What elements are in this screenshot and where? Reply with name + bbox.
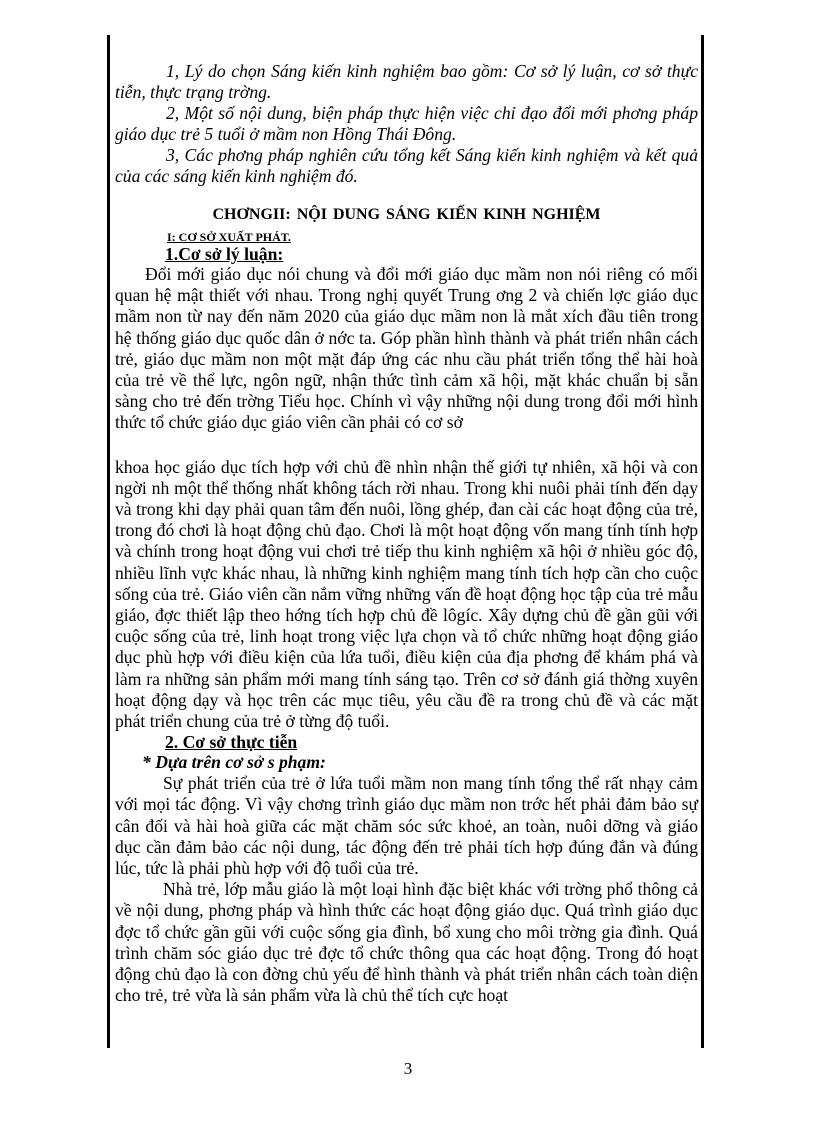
section-1-text [115,264,698,732]
subsection-italic-heading: * Dựa trên cơ sở s phạm: [142,752,326,773]
intro-list [115,61,698,187]
paragraph-3: Sự phát triển của trẻ ở lứa tuổi mầm non mang tính tổng thể rất nhạy cảm với mọi tác động. Vì vậy chơng trình giáo dục mầm non trớc hết phải đảm bảo sự cân đối và hài hoà giữa các mặt chăm sóc sức khoẻ, an toàn, nuôi dỡng và giáo dục cần đảm bảo các nội dung, tác động đến trẻ phải tích hợp đúng đắn và đúng lúc, tức là phải phù hợp với độ tuổi của trẻ. [115,773,698,879]
paragraph-4: Nhà trẻ, lớp mẫu giáo là một loại hình đặc biệt khác với trờng phổ thông cả về nội dung, phơng pháp và hình thức các hoạt động giáo dục. Quá trình giáo dục đợc tổ chức gần gũi với cuộc sống gia đình, bổ xung cho môi trờng gia đình. Quá trình chăm sóc giáo dục trẻ đợc tổ chức thông qua các hoạt động. Trong đó hoạt động chủ đạo là con đờng chủ yếu để hình thành và phát triển nhân cách toàn diện cho trẻ, trẻ vừa là sản phẩm vừa là chủ thể tích cực hoạt [115,879,698,1006]
document-body [115,61,698,1007]
intro-item-2: 2, Một số nội dung, biện pháp thực hiện việc chỉ đạo đổi mới phơng pháp giáo dục trẻ 5 tuổi ở mầm non Hồng Thái Đông. [115,103,698,144]
intro-item-1: 1, Lý do chọn Sáng kiến kinh nghiệm bao gồm: Cơ sở lý luận, cơ sở thực tiễn, thực trạng trờng. [115,61,698,102]
subsection-heading-1: 1.Cơ sở lý luận: [165,244,284,264]
section-2-text [115,773,698,1006]
page-number: 3 [403,1059,413,1078]
intro-item-3: 3, Các phơng pháp nghiên cứu tổng kết Sáng kiến kinh nghiệm và kết quả của các sáng kiến kinh nghiệm đó. [115,145,698,186]
paragraph-2: khoa học giáo dục tích hợp với chủ đề nhìn nhận thế giới tự nhiên, xã hội và con ngời nh một thể thống nhất không tách rời nhau. Trong khi nuôi phải tính đến dạy và trong khi dạy phải quan tâm đến nuôi, lồng ghép, đan cài các hoạt động của trẻ, trong đó chơi là hoạt động chủ đạo. Chơi là một hoạt động vốn mang tính tính hợp và chính trong hoạt động vui chơi trẻ tiếp thu kinh nghiệm xã hội ở nhiều góc độ, nhiều lĩnh vực khác nhau, là những kinh nghiệm mang tính tích hợp cần cho cuộc sống của trẻ. Giáo viên cần nắm vững những vấn đề hoạt động học tập của trẻ mẫu giáo, đợc thiết lập theo hớng tích hợp chủ đề lôgíc. Xây dựng chủ đề gần gũi với cuộc sống của trẻ, linh hoạt trong việc lựa chọn và tổ chức những hoạt động giáo dục phù hợp với điều kiện của lứa tuổi, điều kiện của địa phơng để khám phá và làm ra những sản phẩm mới mang tính sáng tạo. Trên cơ sở đánh giá thờng xuyên hoạt động dạy và học trên các mục tiêu, yêu cầu đề ra trong chủ đề và các mặt phát triển chung của trẻ ở từng độ tuổi. [115,456,698,732]
chapter-title: CHƠNGII: NỘI DUNG SÁNG KIẾN KINH NGHIỆM [212,206,601,223]
paragraph-1: Đổi mới giáo dục nói chung và đổi mới giáo dục mầm non nói riêng có mối quan hệ mật thiết với nhau. Trong nghị quyết Trung ơng 2 và chiến lợc giáo dục mầm non từ nay đến năm 2020 của giáo dục mầm non là mắt xích đầu tiên trong hệ thống giáo dục quốc dân ở nớc ta. Góp phần hình thành và phát triển nhân cách trẻ, giáo dục mầm non một mặt đáp ứng các nhu cầu phát triển tổng thể hài hoà của trẻ về thể lực, ngôn ngữ, nhận thức tình cảm xã hội, mặt khác chuẩn bị sẵn sàng cho trẻ đến trờng Tiểu học. Chính vì vậy những nội dung trong đổi mới hình thức tổ chức giáo dục giáo viên cần phải có cơ sở [115,264,698,433]
subsection-heading-2: 2. Cơ sở thực tiễn [165,732,298,753]
section-heading: I: CƠ SỞ XUẤT PHÁT. [167,230,291,244]
